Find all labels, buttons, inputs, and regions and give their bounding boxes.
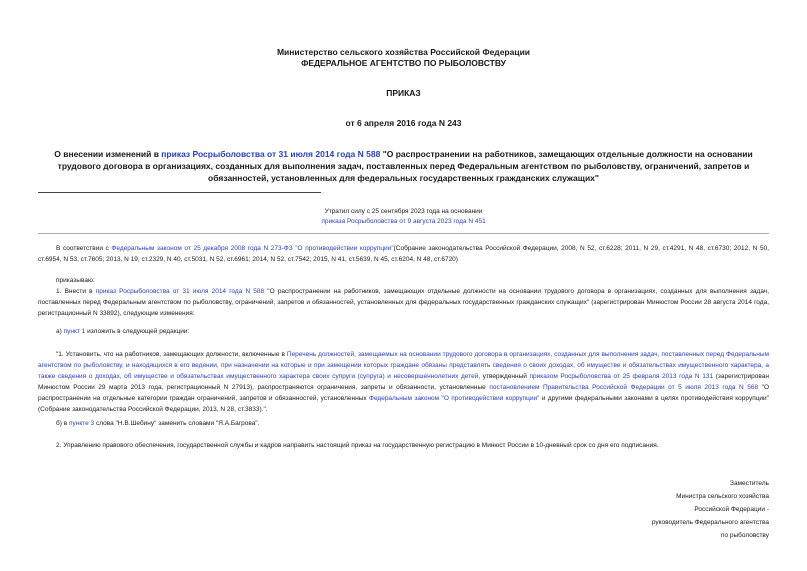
quote-link-1[interactable]: Перечень должностей, замещаемых на основании трудового договора в организациях, созданных для выполнения задач, поставленных перед Федеральным агентством по рыболовству, и находящихся в его ведении, при назначении на которые и при замещении которых граждане обязаны представлять сведения о своих доходах, об имуществе и обязательствах имущественного характера, а также сведения о доходах, об имуществе и обязательствах имущественного характера своих супруги (супруга) и несовершеннолетних детей xyxy=(38,351,769,380)
expired-note-link[interactable]: приказа Росрыболовства от 9 августа 2023 года N 451 xyxy=(321,218,486,225)
item-a-prefix: а) xyxy=(56,328,64,335)
doc-title xyxy=(38,148,769,184)
divider xyxy=(38,233,769,234)
doc-type: ПРИКАЗ xyxy=(386,88,421,98)
item-1-prefix: 1. Внести в xyxy=(56,288,96,295)
signature-line-4: руководитель Федерального агентства xyxy=(651,519,769,526)
quote-part-2: , утвержденный xyxy=(478,373,530,380)
quote-part-3: (зарегистрирован Минюстом России 29 марта 2013 года, регистрационный N 27913), распространяются ограничения, запреты и обязанности, установленные xyxy=(38,373,769,391)
item-1-link[interactable]: приказ Росрыболовства от 31 июля 2014 года N 588 xyxy=(95,288,265,295)
quote-part-5: и другими федеральными законами в целях противодействия коррупции" (Собрание законодательства Российской Федерации, 2013, N 28, ст.3833).". xyxy=(38,395,770,413)
expired-note-line1: Утратил силу с 25 сентября 2023 года на основании xyxy=(324,208,483,215)
preamble-paragraph xyxy=(38,243,769,265)
quote-part-4: "О распространении на отдельные категории граждан ограничений, запретов и обязанностей, установленных xyxy=(38,384,769,402)
quoted-paragraph xyxy=(38,349,769,415)
item-1-paragraph xyxy=(38,286,769,319)
item-a-paragraph xyxy=(38,326,769,337)
signature-line-3: Российской Федерации - xyxy=(694,506,769,513)
item-2-paragraph: 2. Управлению правового обеспечения, государственной службы и кадров направить настоящий приказ на государственную регистрацию в Минюст России в 10-дневный срок со дня его подписания. xyxy=(56,442,659,449)
ministry-name: Министерство сельского хозяйства Российской Федерации xyxy=(276,47,531,57)
title-link[interactable]: приказ Росрыболовства от 31 июля 2014 года N 588 xyxy=(161,149,381,159)
item-a-rest: изложить в следующей редакции: xyxy=(85,328,190,335)
item-1-rest: "О распространении на работников, замещающих отдельные должности на основании трудового договора в организациях, созданных для выполнения задач, поставленных перед Федеральным агентством по рыболовству, ограничений, запретов и обязанностей, установленных для федеральных государственных гражданских служащих" (зарегистрирован Минюстом России 28 августа 2014 года, регистрационный N 33892), следующие изменения: xyxy=(38,288,769,317)
divider xyxy=(38,192,321,193)
signature-line-5: по рыболовству xyxy=(720,532,769,539)
order-word: приказываю: xyxy=(56,277,95,284)
signature-line-2: Министра сельского хозяйства xyxy=(676,493,769,500)
item-b-prefix: б) в xyxy=(56,420,69,427)
quote-link-3[interactable]: постановлением Правительства Российской Федерации от 5 июля 2013 года N 568 xyxy=(489,384,759,391)
quote-link-2[interactable]: приказом Росрыболовства от 25 февраля 2013 года N 131 xyxy=(529,373,714,380)
preamble-prefix: В соответствии с xyxy=(56,245,112,252)
item-a-link[interactable]: пункт 1 xyxy=(63,328,86,335)
item-b-link[interactable]: пункте 3 xyxy=(68,420,95,427)
item-b-paragraph xyxy=(38,418,769,429)
preamble-link[interactable]: Федеральным законом от 25 декабря 2008 года N 273-ФЗ "О противодействии коррупции" xyxy=(111,245,394,252)
agency-name: ФЕДЕРАЛЬНОЕ АГЕНТСТВО ПО РЫБОЛОВСТВУ xyxy=(301,58,506,68)
quote-part-1: "1. Установить, что на работников, замещающих должности, включенные в xyxy=(56,351,287,358)
preamble-rest: (Собрание законодательства Российской Федерации, 2008, N 52, ст.6228; 2011, N 29, ст.4291, N 48, ст.6730; 2012, N 50, ст.6954, N 53, ст.7605; 2013, N 19, ст.2329, N 40, ст.5031, N 52, ст.6961; 2014, N 52, ст.7542; 2015, N 41, ст.5639, N 45, ст.6204, N 48, ст.6720) xyxy=(38,245,769,263)
doc-date: от 6 апреля 2016 года N 243 xyxy=(345,118,462,128)
quote-link-4[interactable]: Федеральным законом "О противодействии коррупции" xyxy=(369,395,540,402)
item-b-rest: слова "Н.В.Шебину" заменить словами "Я.А.Багрова". xyxy=(94,420,260,427)
title-rest: "О распространении на работников, замещающих отдельные должности на основании трудового договора в организациях, созданных для выполнения задач, поставленных перед Федеральным агентством по рыболовству, ограничений, запретов и обязанностей, установленных для федеральных государственных гражданских служащих" xyxy=(57,149,753,183)
signature-line-1: Заместитель xyxy=(730,480,769,487)
title-prefix: О внесении изменений в xyxy=(54,149,162,159)
